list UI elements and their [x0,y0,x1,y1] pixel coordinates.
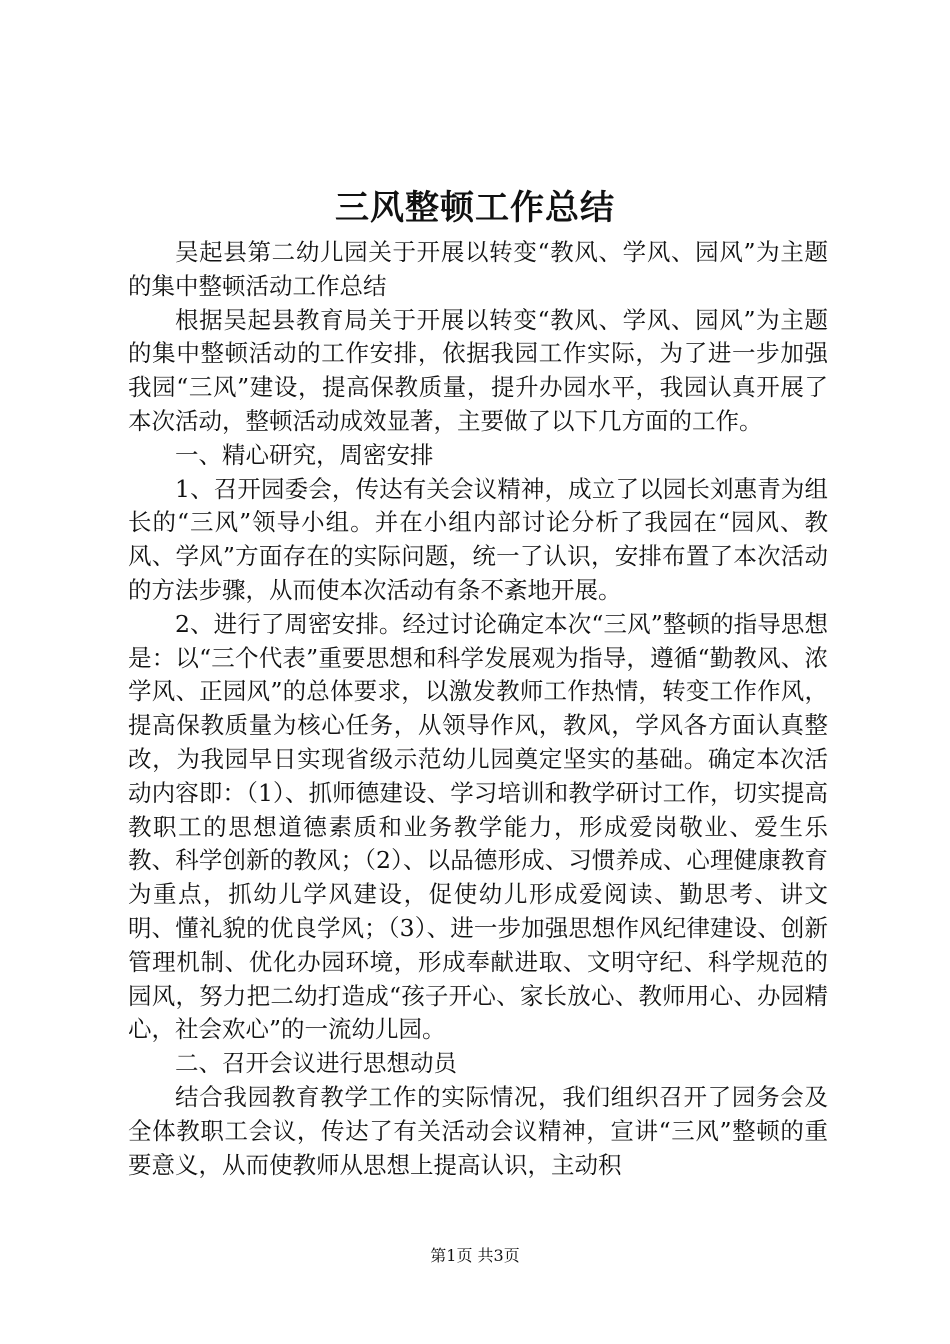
paragraph: 结合我园教育教学工作的实际情况，我们组织召开了园务会及全体教职工会议，传达了有关活动会议精神，宣讲“三风”整顿的重要意义，从而使教师从思想上提高认识，主动积 [128,1082,828,1179]
paragraph: 根据吴起县教育局关于开展以转变“教风、学风、园风”为主题的集中整顿活动的工作安排，依据我园工作实际，为了进一步加强我园“三风”建设，提高保教质量，提升办园水平，我园认真开展了本次活动，整顿活动成效显著，主要做了以下几方面的工作。 [128,305,828,435]
section-heading: 一、精心研究，周密安排 [175,440,434,469]
document-body [128,236,828,1182]
paragraph: 1、召开园委会，传达有关会议精神，成立了以园长刘惠青为组长的“三风”领导小组。并在小组内部讨论分析了我园在“园风、教风、学风”方面存在的实际问题，统一了认识，安排布置了本次活动的方法步骤，从而使本次活动有条不紊地开展。 [128,474,828,604]
page-footer: 第1页 共3页 [430,1246,520,1265]
document-title: 三风整顿工作总结 [335,188,615,228]
section-heading: 二、召开会议进行思想动员 [175,1049,457,1078]
paragraph: 吴起县第二幼儿园关于开展以转变“教风、学风、园风”为主题的集中整顿活动工作总结 [128,238,828,300]
paragraph: 2、进行了周密安排。经过讨论确定本次“三风”整顿的指导思想是：以“三个代表”重要思想和科学发展观为指导，遵循“勤教风、浓学风、正园风”的总体要求，以激发教师工作热情，转变工作作风，提高保教质量为核心任务，从领导作风，教风，学风各方面认真整改，为我园早日实现省级示范幼儿园奠定坚实的基础。确定本次活动内容即：（1）、抓师德建设、学习培训和教学研讨工作，切实提高教职工的思想道德素质和业务教学能力，形成爱岗敬业、爱生乐教、科学创新的教风；（2）、以品德形成、习惯养成、心理健康教育为重点，抓幼儿学风建设，促使幼儿形成爱阅读、勤思考、讲文明、懂礼貌的优良学风；（3）、进一步加强思想作风纪律建设、创新管理机制、优化办园环境，形成奉献进取、文明守纪、科学规范的园风，努力把二幼打造成“孩子开心、家长放心、教师用心、办园精心，社会欢心”的一流幼儿园。 [128,609,828,1044]
